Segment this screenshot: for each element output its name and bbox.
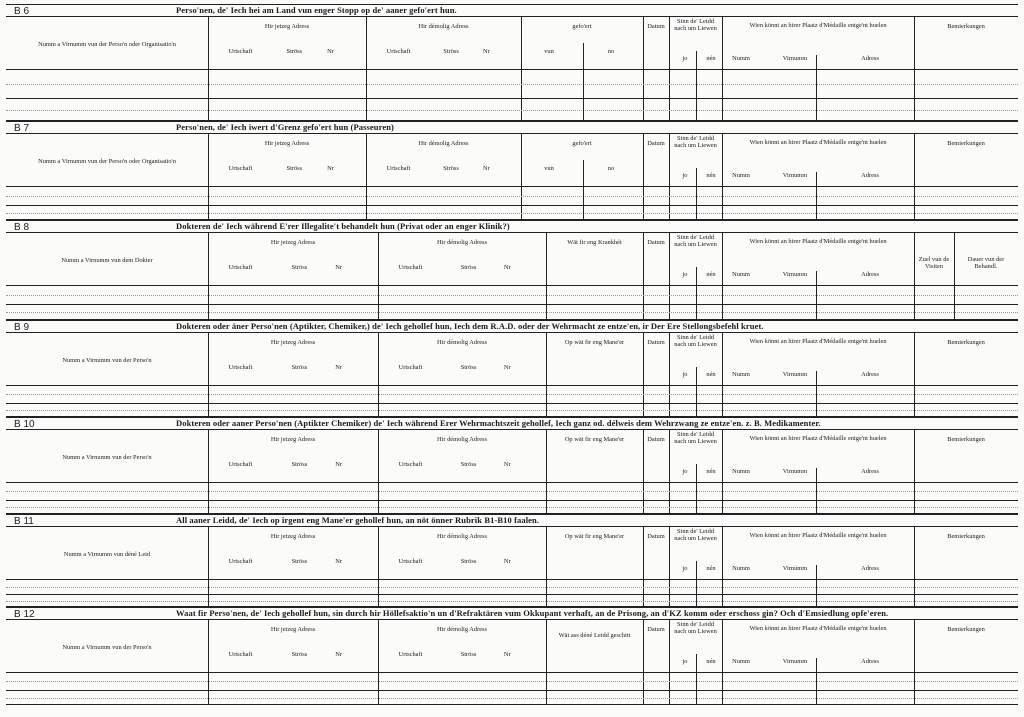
- section-code: B 11: [14, 516, 34, 527]
- col-no-header: no: [607, 165, 615, 172]
- col-nr-header: Nr: [335, 264, 342, 271]
- col-strooss-header: Ströss: [460, 558, 477, 565]
- col-ortschaft-header: Urtschaft: [398, 558, 423, 565]
- col-virnumm-header: Virnumm: [782, 55, 808, 62]
- section-title: Dokteren oder aaner Perso'nen (Aptikter Chemiker) de' Iech während Erer Wehrmachtszeit gehollef, Iech ganz od. délweis dem Wehrzwang ze entze'en. z. B. Medikamenter.: [176, 418, 821, 428]
- col-nr-header: Nr: [503, 651, 511, 658]
- section-code: B 10: [14, 419, 35, 430]
- column-divider: [914, 233, 915, 319]
- col-ortschaft-header: Urtschaft: [386, 165, 411, 172]
- col-strooss-header: Ströss: [460, 461, 477, 468]
- col-numm-header: Numm: [732, 55, 750, 62]
- section-title: Dokteren de' Iech während E'rer Illegalite't behandelt hun (Privat oder an enger Klinik?): [176, 221, 510, 231]
- col-former-address-header: Hir démolig Adress: [436, 533, 488, 540]
- row-divider: [6, 672, 1018, 673]
- entry-line: [6, 312, 1018, 313]
- section-table: [6, 134, 1018, 220]
- col-ortschaft-header: Urtschaft: [386, 48, 411, 55]
- col-numm-header: Numm: [732, 371, 750, 378]
- col-nr-header: Nr: [503, 461, 511, 468]
- col-strooss-header: Ströss: [460, 364, 477, 371]
- column-divider: [546, 620, 547, 704]
- col-bemierkungen-header: Bemierkungen: [947, 436, 985, 443]
- col-jo-header: jo: [682, 172, 688, 179]
- section-b10: [6, 417, 1018, 514]
- col-numm-header: Numm: [732, 172, 750, 179]
- col-virnumm-header: Virnumm: [782, 658, 808, 665]
- col-jo-header: jo: [682, 468, 688, 475]
- col-ortschaft-header: Urtschaft: [228, 48, 253, 55]
- col-datum-header: Datum: [647, 23, 665, 30]
- col-ortschaft-header: Urtschaft: [228, 165, 253, 172]
- col-alive-header: Sinn de' Leidd nach um Liewen: [674, 621, 717, 635]
- col-nr-header: Nr: [503, 558, 511, 565]
- section-code: B 7: [14, 123, 30, 134]
- section-header: [6, 514, 1018, 527]
- entry-line: [6, 410, 1018, 411]
- row-divider: [6, 304, 1018, 305]
- col-strooss-header: Ströss: [291, 651, 308, 658]
- entry-line: [6, 295, 1018, 296]
- column-divider: [816, 55, 817, 121]
- col-medaille-header: Wien könnt an hirer Plaatz d'Médaille entge'nt huelen: [749, 532, 887, 539]
- col-nr-header: Nr: [327, 165, 334, 172]
- col-adress-header: Adress: [861, 271, 879, 278]
- col-former-address-header: Hir démolig Adress: [436, 339, 488, 346]
- section-header: [6, 220, 1018, 233]
- col-numm-header: Numm: [732, 565, 750, 572]
- row-divider: [6, 98, 1018, 99]
- col-strooss-header: Ströss: [291, 264, 308, 271]
- section-title: All aaner Leidd, de' Iech op irgent eng Mane'er gehollef hun, an nöt önner Rubrik B1-B10 faalen.: [176, 515, 540, 525]
- col-adress-header: Adress: [861, 565, 879, 572]
- section-title: Perso'nen, de' Iech iwert d'Grenz gefo'ert hun (Passeuren): [176, 122, 394, 132]
- col-nr-header: Nr: [327, 48, 334, 55]
- col-gefoert-header: gefo'ert: [572, 140, 592, 147]
- column-divider: [583, 43, 584, 121]
- col-jo-header: jo: [682, 55, 688, 62]
- col-nr-header: Nr: [503, 264, 511, 271]
- col-adress-header: Adress: [861, 658, 879, 665]
- col-alive-header: Sinn de' Leidd nach um Liewen: [674, 334, 717, 348]
- col-current-address-header: Hir jetzeg Adress: [264, 23, 310, 30]
- col-nen-header: nén: [706, 172, 716, 179]
- col-detail-header: Op wät fir eng Mane'er: [564, 436, 625, 443]
- col-nr-header: Nr: [335, 558, 342, 565]
- entry-line: [6, 587, 1018, 588]
- section-b6: [6, 4, 1018, 121]
- col-bemierkungen-header: Bemierkungen: [947, 140, 985, 147]
- col-medaille-header: Wien könnt an hirer Plaatz d'Médaille entge'nt huelen: [749, 139, 887, 146]
- col-detail-header: Op wät fir eng Mane'er: [564, 339, 625, 346]
- section-header: [6, 417, 1018, 430]
- entry-line: [6, 213, 1018, 214]
- col-detail-header: Wät fir eng Krankhét: [567, 239, 622, 246]
- section-b11: [6, 514, 1018, 607]
- col-alive-header: Sinn de' Leidd nach um Liewen: [674, 431, 717, 445]
- col-virnumm-header: Virnumm: [782, 468, 808, 475]
- section-title: Perso'nen, de' Iech hei am Land vun enger Stopp op de' aaner gefo'ert hun.: [176, 5, 457, 15]
- entry-line: [6, 681, 1018, 682]
- row-divider: [6, 186, 1018, 187]
- col-ortschaft-header: Urtschaft: [228, 364, 253, 371]
- section-code: B 8: [14, 222, 30, 233]
- col-datum-header: Datum: [647, 339, 665, 346]
- col-adress-header: Adress: [861, 371, 879, 378]
- col-jo-header: jo: [682, 658, 688, 665]
- col-medaille-header: Wien könnt an hirer Plaatz d'Médaille entge'nt huelen: [749, 22, 887, 29]
- section-header: [6, 4, 1018, 17]
- col-ortschaft-header: Urtschaft: [228, 558, 253, 565]
- col-ortschaft-header: Urtschaft: [228, 264, 253, 271]
- col-nen-header: nén: [706, 565, 716, 572]
- section-b12: [6, 607, 1018, 705]
- col-bemierkungen-header: Bemierkungen: [947, 626, 985, 633]
- col-ortschaft-header: Urtschaft: [398, 264, 423, 271]
- section-code: B 6: [14, 6, 30, 17]
- col-adress-header: Adress: [861, 55, 879, 62]
- column-divider: [669, 620, 670, 704]
- column-divider: [954, 233, 955, 319]
- col-bemierkungen-header: Bemierkungen: [947, 23, 985, 30]
- section-table: [6, 233, 1018, 320]
- col-ortschaft-header: Urtschaft: [228, 651, 253, 658]
- col-former-address-header: Hir démolig Adress: [436, 239, 488, 246]
- col-current-address-header: Hir jetzeg Adress: [270, 239, 316, 246]
- col-former-address-header: Hir démolig Adress: [436, 626, 488, 633]
- row-divider: [6, 500, 1018, 501]
- row-divider: [6, 205, 1018, 206]
- col-strooss-header: Ströss: [291, 364, 308, 371]
- row-divider: [6, 403, 1018, 404]
- col-datum-header: Datum: [647, 626, 665, 633]
- col-vun-header: vun: [544, 48, 554, 55]
- col-dauer-header: Dauer vun der Behandl.: [967, 256, 1005, 270]
- col-alive-header: Sinn de' Leidd nach um Liewen: [674, 528, 717, 542]
- col-ortschaft-header: Urtschaft: [398, 364, 423, 371]
- entry-line: [6, 196, 1018, 197]
- col-name-header: Numm a Virnumm vun der Perso'n: [62, 644, 152, 651]
- entry-line: [6, 110, 1018, 111]
- column-divider: [669, 233, 670, 319]
- row-divider: [6, 482, 1018, 483]
- col-nen-header: nén: [706, 55, 716, 62]
- col-zuel-header: Zuel vun de Visiten: [918, 256, 950, 270]
- col-strooss-header: Ströss: [460, 264, 477, 271]
- col-former-address-header: Hir démolig Adress: [418, 23, 469, 30]
- col-adress-header: Adress: [861, 468, 879, 475]
- col-virnumm-header: Virnumm: [782, 371, 808, 378]
- section-b8: [6, 220, 1018, 320]
- col-strooss-header: Ströss: [460, 651, 477, 658]
- col-ortschaft-header: Urtschaft: [398, 461, 423, 468]
- col-bemierkungen-header: Bemierkungen: [947, 339, 985, 346]
- col-nr-header: Nr: [335, 461, 342, 468]
- row-divider: [6, 385, 1018, 386]
- entry-line: [6, 507, 1018, 508]
- row-divider: [6, 594, 1018, 595]
- col-numm-header: Numm: [732, 468, 750, 475]
- col-name-header: Numm a Virnumm vun der Perso'n oder Organisatio'n: [38, 41, 176, 48]
- col-numm-header: Numm: [732, 658, 750, 665]
- col-alive-header: Sinn de' Leidd nach um Liewen: [674, 135, 717, 149]
- col-jo-header: jo: [682, 565, 688, 572]
- col-no-header: no: [607, 48, 615, 55]
- col-ortschaft-header: Urtschaft: [228, 461, 253, 468]
- col-datum-header: Datum: [647, 436, 665, 443]
- col-name-header: Numm a Virnumm vun der Perso'n: [62, 357, 152, 364]
- col-medaille-header: Wien könnt an hirer Plaatz d'Médaille entge'nt huelen: [749, 338, 887, 345]
- section-b7: [6, 121, 1018, 220]
- col-strooss-header: Ströss: [291, 558, 308, 565]
- section-table: [6, 333, 1018, 417]
- col-detail-header: Wät ass déné Leidd geschitt: [558, 632, 631, 639]
- col-nr-header: Nr: [335, 651, 342, 658]
- col-name-header: Numm a Virnumm vun déné Leid: [63, 551, 151, 558]
- col-nr-header: Nr: [483, 165, 490, 172]
- section-table: [6, 430, 1018, 514]
- col-current-address-header: Hir jetzeg Adress: [270, 339, 316, 346]
- col-gefoert-header: gefo'ert: [572, 23, 592, 30]
- col-medaille-header: Wien könnt an hirer Plaatz d'Médaille entge'nt huelen: [749, 435, 887, 442]
- col-alive-header: Sinn de' Leidd nach um Liewen: [674, 18, 717, 32]
- col-strooss-header: Ströss: [443, 165, 459, 172]
- row-divider: [6, 285, 1018, 286]
- col-virnumm-header: Virnumm: [782, 271, 808, 278]
- col-strooss-header: Ströss: [443, 48, 459, 55]
- section-code: B 12: [14, 609, 35, 620]
- col-current-address-header: Hir jetzeg Adress: [270, 533, 316, 540]
- col-vun-header: vun: [544, 165, 554, 172]
- row-divider: [6, 69, 1018, 70]
- col-jo-header: jo: [682, 371, 688, 378]
- entry-line: [6, 491, 1018, 492]
- col-strooss-header: Ströss: [286, 165, 303, 172]
- col-virnumm-header: Virnumm: [782, 565, 808, 572]
- entry-line: [6, 601, 1018, 602]
- section-header: [6, 121, 1018, 134]
- col-alive-header: Sinn de' Leidd nach um Liewen: [674, 234, 717, 248]
- section-header: [6, 607, 1018, 620]
- col-strooss-header: Ströss: [291, 461, 308, 468]
- section-header: [6, 320, 1018, 333]
- col-detail-header: Op wät fir eng Mane'er: [564, 533, 625, 540]
- section-table: [6, 527, 1018, 607]
- column-divider: [722, 233, 723, 319]
- col-datum-header: Datum: [647, 140, 665, 147]
- col-nen-header: nén: [706, 658, 716, 665]
- entry-line: [6, 394, 1018, 395]
- entry-line: [6, 84, 1018, 85]
- section-title: Dokteren oder äner Perso'nen (Aptikter, Chemiker,) de' Iech gehollef hun, Iech dem R.A.D. oder der Wehrmacht ze entze'en, ir Der Ere Stellongsbefehl kruet.: [176, 321, 764, 331]
- column-divider: [583, 160, 584, 220]
- col-nr-header: Nr: [503, 364, 511, 371]
- col-nr-header: Nr: [483, 48, 490, 55]
- col-datum-header: Datum: [647, 239, 665, 246]
- section-title: Waat fir Perso'nen, de' Iech gehollef hun, sin durch hir Höllefsaktio'n un d'Refraktären vum Okkupant verhaft, an de Prisong, an d'KZ komm oder erschoss gin? Och d'Emsiedlung opfe'eren.: [176, 608, 889, 618]
- col-ortschaft-header: Urtschaft: [398, 651, 423, 658]
- col-bemierkungen-header: Bemierkungen: [947, 533, 985, 540]
- col-name-header: Numm a Virnumm vun dem Dokter: [61, 257, 153, 264]
- col-nen-header: nén: [706, 468, 716, 475]
- section-b9: [6, 320, 1018, 417]
- col-medaille-header: Wien könnt an hirer Plaatz d'Médaille entge'nt huelen: [749, 625, 887, 632]
- col-nen-header: nén: [706, 371, 716, 378]
- column-divider: [722, 134, 723, 219]
- col-nen-header: nén: [706, 271, 716, 278]
- col-former-address-header: Hir démolig Adress: [418, 140, 469, 147]
- col-strooss-header: Ströss: [286, 48, 303, 55]
- col-jo-header: jo: [682, 271, 688, 278]
- section-table: [6, 17, 1018, 121]
- column-divider: [722, 620, 723, 704]
- col-current-address-header: Hir jetzeg Adress: [264, 140, 310, 147]
- col-name-header: Numm a Virnumm vun der Perso'n: [62, 454, 152, 461]
- col-name-header: Numm a Virnumm vun der Perso'n oder Organisatio'n: [38, 158, 176, 165]
- row-divider: [6, 690, 1018, 691]
- section-table: [6, 620, 1018, 705]
- section-code: B 9: [14, 322, 30, 333]
- col-medaille-header: Wien könnt an hirer Plaatz d'Médaille entge'nt huelen: [749, 238, 887, 245]
- col-datum-header: Datum: [647, 533, 665, 540]
- col-adress-header: Adress: [861, 172, 879, 179]
- column-divider: [669, 134, 670, 219]
- col-current-address-header: Hir jetzeg Adress: [270, 626, 316, 633]
- col-numm-header: Numm: [732, 271, 750, 278]
- entry-line: [6, 698, 1018, 699]
- col-former-address-header: Hir démolig Adress: [436, 436, 488, 443]
- column-divider: [546, 233, 547, 319]
- col-current-address-header: Hir jetzeg Adress: [270, 436, 316, 443]
- row-divider: [6, 579, 1018, 580]
- col-nr-header: Nr: [335, 364, 342, 371]
- col-virnumm-header: Virnumm: [782, 172, 808, 179]
